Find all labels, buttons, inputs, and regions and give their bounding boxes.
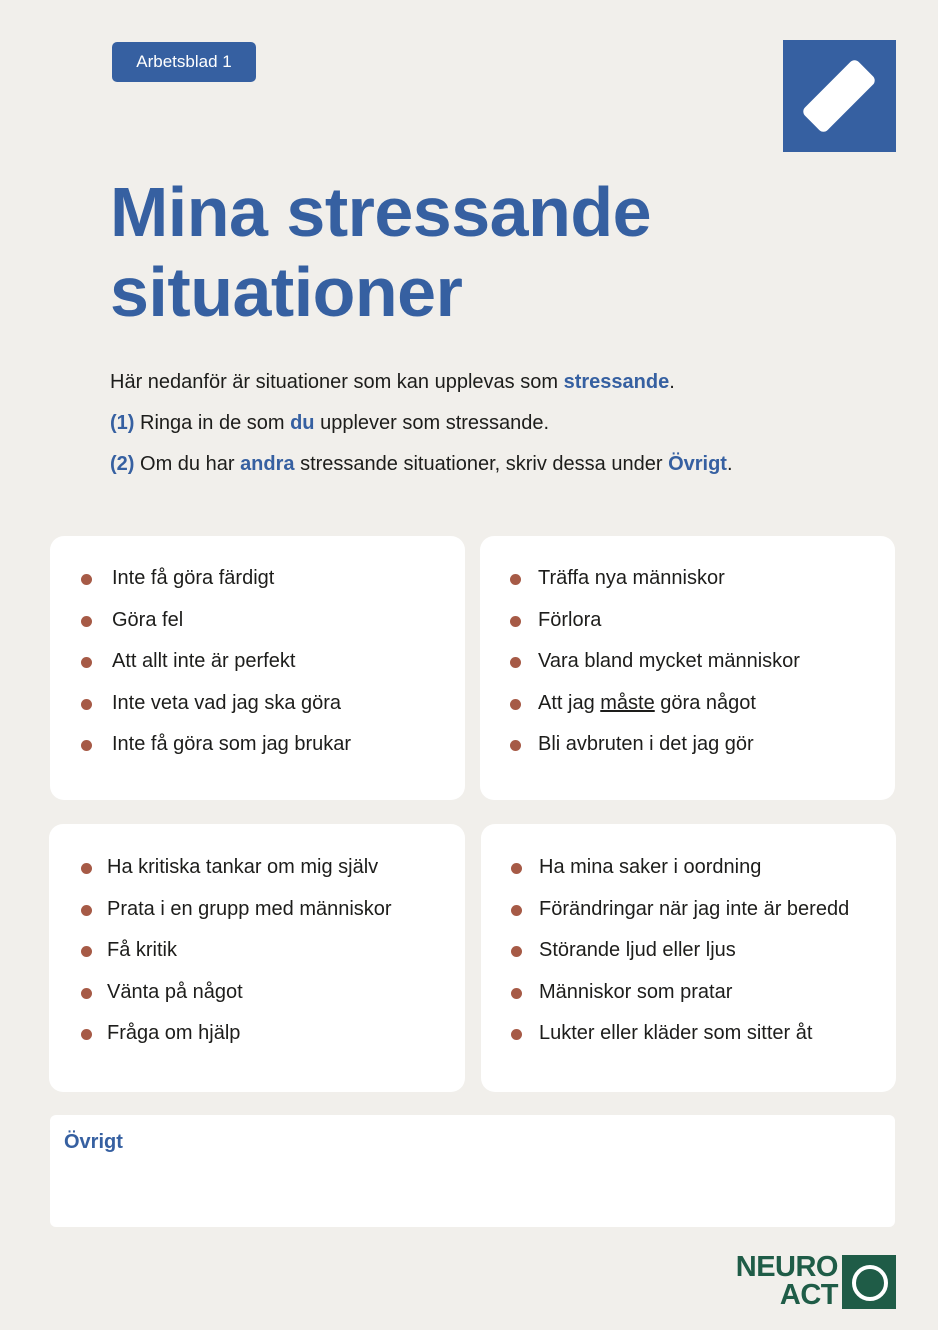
other-field[interactable] (50, 1115, 895, 1227)
bullet-dot-icon (510, 699, 521, 710)
logo-circle-icon (842, 1255, 896, 1309)
logo-text: NEURO ACT (735, 1251, 838, 1311)
situation-card-2 (480, 536, 895, 800)
list-item[interactable]: Bli avbruten i det jag gör (480, 724, 895, 766)
bullet-dot-icon (510, 616, 521, 627)
list-item[interactable]: Förlora (480, 600, 895, 642)
list-item[interactable]: Fråga om hjälp (49, 1013, 465, 1055)
bullet-dot-icon (81, 863, 92, 874)
bullet-dot-icon (81, 740, 92, 751)
list-item[interactable]: Vara bland mycket människor (480, 641, 895, 683)
bullet-dot-icon (81, 574, 92, 585)
situation-list (49, 847, 465, 1055)
list-item[interactable]: Lukter eller kläder som sitter åt (481, 1013, 896, 1055)
bullet-dot-icon (81, 1029, 92, 1040)
list-item[interactable]: Vänta på något (49, 972, 465, 1014)
instructions (110, 362, 733, 485)
bullet-dot-icon (81, 657, 92, 668)
situation-card-3 (49, 824, 465, 1092)
bullet-dot-icon (511, 905, 522, 916)
bullet-dot-icon (510, 657, 521, 668)
list-item[interactable]: Att jag måste göra något (480, 683, 895, 725)
bullet-dot-icon (81, 699, 92, 710)
worksheet-badge: Arbetsblad 1 (112, 42, 256, 82)
bullet-dot-icon (511, 988, 522, 999)
situation-card-1 (50, 536, 465, 800)
other-label: Övrigt (64, 1131, 123, 1153)
list-item[interactable]: Träffa nya människor (480, 558, 895, 600)
title-line-1: Mina stressande (110, 173, 652, 251)
bullet-dot-icon (81, 616, 92, 627)
list-item[interactable]: Ha kritiska tankar om mig själv (49, 847, 465, 889)
list-item[interactable]: Inte få göra färdigt (50, 558, 465, 600)
list-item[interactable]: Göra fel (50, 600, 465, 642)
list-item[interactable]: Prata i en grupp med människor (49, 889, 465, 931)
list-item[interactable]: Inte få göra som jag brukar (50, 724, 465, 766)
situation-list (481, 847, 896, 1055)
situation-list (50, 558, 465, 766)
bullet-dot-icon (510, 740, 521, 751)
bullet-dot-icon (510, 574, 521, 585)
bullet-dot-icon (81, 946, 92, 957)
situation-card-4 (481, 824, 896, 1092)
page-title (110, 172, 651, 332)
instruction-line-3: (2) Om du har andra stressande situationer, skriv dessa under Övrigt. (110, 453, 733, 475)
bullet-dot-icon (511, 1029, 522, 1040)
list-item[interactable]: Människor som pratar (481, 972, 896, 1014)
bullet-dot-icon (511, 863, 522, 874)
instruction-line-1: Här nedanför är situationer som kan upplevas som stressande. (110, 371, 675, 393)
list-item[interactable]: Störande ljud eller ljus (481, 930, 896, 972)
list-item[interactable]: Ha mina saker i oordning (481, 847, 896, 889)
list-item[interactable]: Få kritik (49, 930, 465, 972)
bullet-dot-icon (81, 988, 92, 999)
bullet-dot-icon (81, 905, 92, 916)
eraser-icon (783, 40, 896, 152)
instruction-line-2: (1) Ringa in de som du upplever som stressande. (110, 412, 550, 434)
list-item[interactable]: Inte veta vad jag ska göra (50, 683, 465, 725)
situation-list (480, 558, 895, 766)
neuroact-logo (726, 1253, 896, 1309)
list-item[interactable]: Att allt inte är perfekt (50, 641, 465, 683)
bullet-dot-icon (511, 946, 522, 957)
list-item[interactable]: Förändringar när jag inte är beredd (481, 889, 896, 931)
title-line-2: situationer (110, 253, 463, 331)
